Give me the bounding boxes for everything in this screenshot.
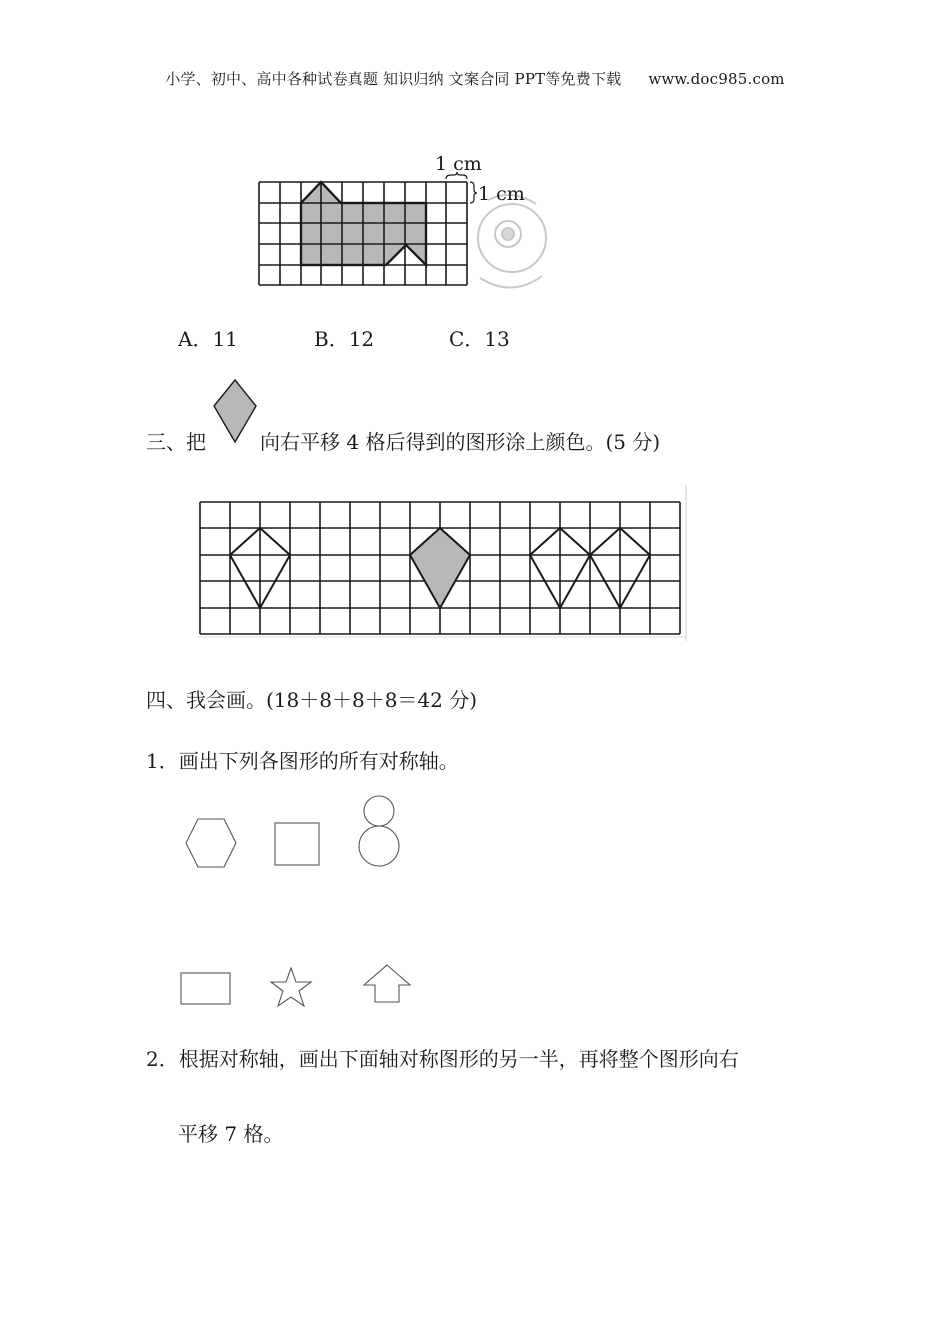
option-a[interactable]: A．11: [178, 327, 238, 351]
figure-eight-shape: [355, 794, 405, 870]
unit-label-top: 1 cm: [435, 153, 482, 175]
arrow-shape: [360, 962, 414, 1006]
question-2-line2: 平移 7 格。: [178, 1122, 284, 1146]
section3-suffix: 向右平移 4 格后得到的图形涂上颜色。(5 分): [260, 430, 661, 454]
section3-prefix: 三、把: [146, 430, 206, 454]
hexagon-shape: [183, 816, 239, 872]
page-header: [0, 68, 950, 89]
square-shape: [273, 821, 321, 869]
star-shape: [268, 966, 314, 1010]
translation-grid-figure: [190, 485, 695, 645]
kite-shaded-original: [410, 528, 470, 608]
rectangle-shape: [178, 970, 234, 1008]
cartoon-mascot-decoration: [478, 195, 546, 288]
header-url: www.doc985.com: [648, 70, 785, 88]
unit-brace-right: [470, 182, 477, 203]
section4-title: 四、我会画。(18＋8＋8＋8＝42 分): [146, 688, 478, 712]
question-2-line1: 2．根据对称轴，画出下面轴对称图形的另一半，再将整个图形向右: [146, 1047, 739, 1071]
option-b[interactable]: B．12: [314, 327, 375, 351]
question-1: 1．画出下列各图形的所有对称轴。: [146, 749, 459, 773]
header-text: 小学、初中、高中各种试卷真题 知识归纳 文案合同 PPT等免费下载: [165, 70, 622, 88]
grid-lines: [259, 182, 467, 285]
kite-icon: [210, 378, 260, 444]
area-grid-figure: [250, 148, 550, 298]
option-c[interactable]: C．13: [449, 327, 510, 351]
unit-label-right: 1 cm: [478, 183, 525, 205]
